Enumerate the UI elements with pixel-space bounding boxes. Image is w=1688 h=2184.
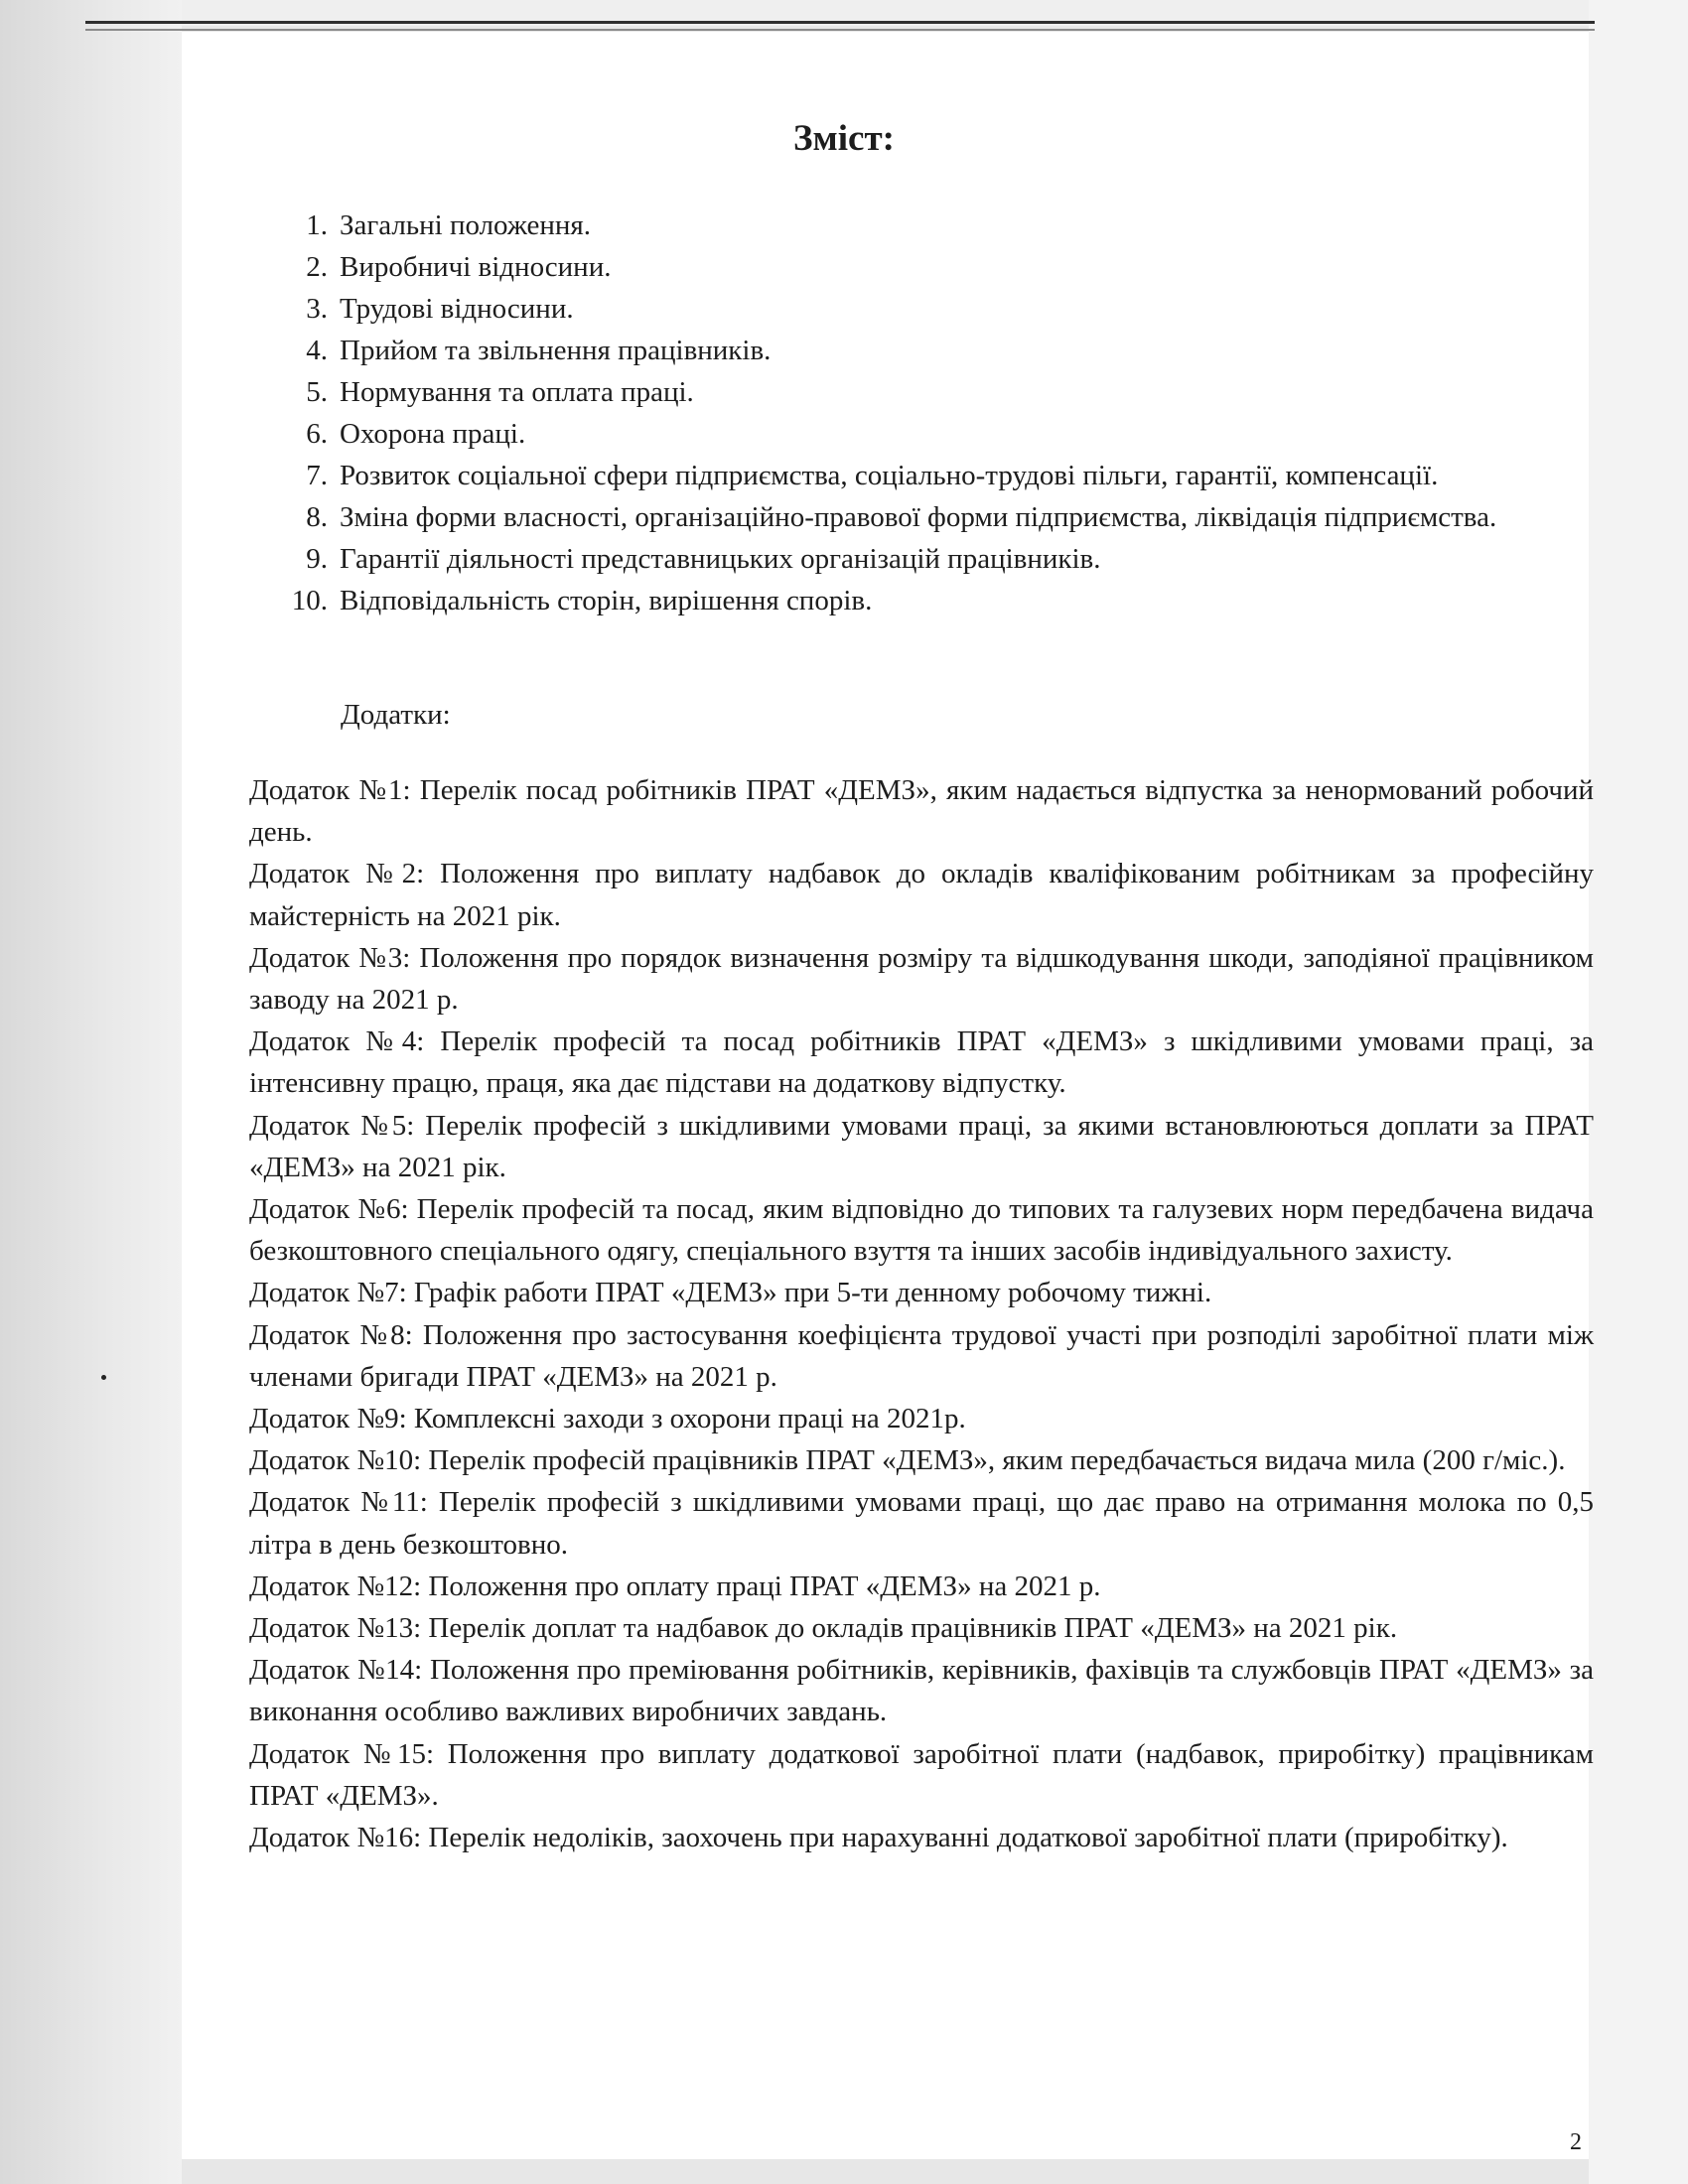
toc-item-text: Нормування та оплата праці.	[340, 376, 694, 408]
toc-item	[238, 246, 1594, 288]
toc-item-number: 9.	[306, 543, 328, 575]
appendix-item: Додаток №6: Перелік професій та посад, яким відповідно до типових та галузевих норм передбачена видача безкоштовного спеціального одягу, спеціального взуття та інших засобів індивідуального захисту.	[249, 1193, 1594, 1268]
top-rule-secondary	[85, 29, 1595, 31]
toc-item	[238, 580, 1594, 621]
appendix-item: Додаток №4: Перелік професій та посад робітників ПРАТ «ДЕМЗ» з шкідливими умовами праці, за інтенсивну працю, праця, яка дає підстави на додаткову відпустку.	[249, 1025, 1594, 1100]
scan-left-margin	[0, 0, 182, 2184]
appendix-item: Додаток №11: Перелік професій з шкідливими умовами праці, що дає право на отримання молока по 0,5 літра в день безкоштовно.	[249, 1486, 1594, 1561]
toc-item-text: Зміна форми власності, організаційно-правової форми підприємства, ліквідація підприємства.	[340, 501, 1497, 533]
page-number: 2	[1570, 2129, 1582, 2155]
addenda-heading: Додатки:	[341, 699, 451, 731]
toc-item	[238, 496, 1594, 538]
appendix-item: Додаток №14: Положення про преміювання робітників, керівників, фахівців та службовців ПРАТ «ДЕМЗ» за виконання особливо важливих виробничих завдань.	[249, 1654, 1594, 1728]
page-title: Зміст:	[793, 118, 895, 159]
toc-item-text: Розвиток соціальної сфери підприємства, соціально-трудові пільги, гарантії, компенсації.	[340, 460, 1439, 491]
appendix-item: Додаток №1: Перелік посад робітників ПРАТ «ДЕМЗ», яким надається відпустка за ненормований робочий день.	[249, 774, 1594, 849]
toc-item-text: Гарантії діяльності представницьких організацій працівників.	[340, 543, 1101, 575]
toc-item	[238, 538, 1594, 580]
table-of-contents	[238, 205, 1594, 621]
appendix-item: Додаток №10: Перелік професій працівників ПРАТ «ДЕМЗ», яким передбачається видача мила (200 г/міс.).	[249, 1444, 1566, 1477]
toc-item-text: Загальні положення.	[340, 209, 591, 241]
appendix-item: Додаток №9: Комплексні заходи з охорони праці на 2021р.	[249, 1403, 966, 1435]
toc-item-number: 5.	[306, 376, 328, 408]
toc-item	[238, 371, 1594, 413]
toc-item	[238, 330, 1594, 371]
toc-item-number: 10.	[291, 585, 328, 616]
scan-dot-mark	[101, 1375, 106, 1380]
toc-item-number: 7.	[306, 460, 328, 491]
appendix-item: Додаток №15: Положення про виплату додаткової заробітної плати (надбавок, приробітку) працівникам ПРАТ «ДЕМЗ».	[249, 1737, 1594, 1812]
top-rule	[85, 21, 1595, 24]
appendix-item: Додаток №16: Перелік недоліків, заохочень при нарахуванні додаткової заробітної плати (приробітку).	[249, 1822, 1508, 1854]
toc-item-text: Охорона праці.	[340, 418, 526, 450]
appendix-item: Додаток №8: Положення про застосування коефіцієнта трудової участі при розподілі заробітної плати між членами бригади ПРАТ «ДЕМЗ» на 2021 р.	[249, 1318, 1594, 1393]
toc-item-text: Виробничі відносини.	[340, 251, 612, 283]
appendix-item: Додаток №5: Перелік професій з шкідливими умовами праці, за якими встановлюються доплати за ПРАТ «ДЕМЗ» на 2021 рік.	[249, 1109, 1594, 1183]
appendix-item: Додаток №13: Перелік доплат та надбавок до окладів працівників ПРАТ «ДЕМЗ» на 2021 рік.	[249, 1612, 1398, 1645]
toc-item-number: 1.	[306, 209, 328, 241]
appendix-item: Додаток №3: Положення про порядок визначення розміру та відшкодування шкоди, заподіяної працівником заводу на 2021 р.	[249, 941, 1594, 1017]
toc-item	[238, 413, 1594, 455]
toc-item	[238, 455, 1594, 496]
appendix-list	[249, 769, 1594, 1858]
toc-item-number: 8.	[306, 501, 328, 533]
toc-item-number: 3.	[306, 293, 328, 325]
appendix-item: Додаток №12: Положення про оплату праці ПРАТ «ДЕМЗ» на 2021 р.	[249, 1570, 1101, 1602]
toc-item-text: Трудові відносини.	[340, 293, 574, 325]
toc-item-text: Прийом та звільнення працівників.	[340, 335, 772, 366]
toc-item-text: Відповідальність сторін, вирішення спорів.	[340, 585, 873, 616]
appendix-item: Додаток №7: Графік работи ПРАТ «ДЕМЗ» при 5-ти денному робочому тижні.	[249, 1277, 1212, 1309]
scan-right-margin	[1589, 0, 1688, 2184]
appendix-item: Додаток №2: Положення про виплату надбавок до окладів кваліфікованим робітникам за професійну майстерність на 2021 рік.	[249, 858, 1594, 932]
toc-item-number: 6.	[306, 418, 328, 450]
toc-item	[238, 288, 1594, 330]
toc-item-number: 2.	[306, 251, 328, 283]
toc-item-number: 4.	[306, 335, 328, 366]
toc-item	[238, 205, 1594, 246]
